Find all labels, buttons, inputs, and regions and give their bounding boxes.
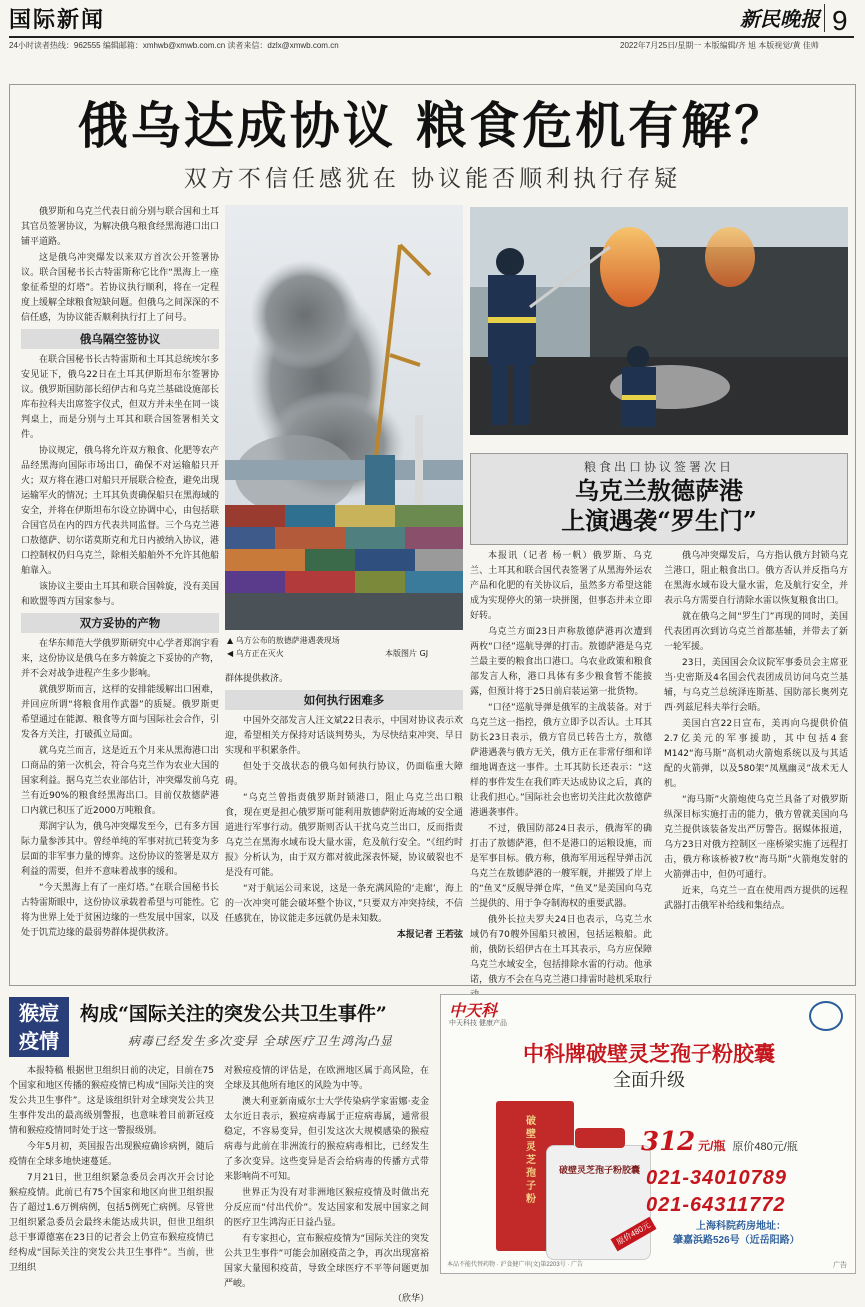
ad-address: 肇嘉浜路526号（近岳阳路） (673, 1235, 800, 1246)
subhead-2: 双方妥协的产物 (21, 613, 219, 633)
ad-price-block (641, 1123, 851, 1157)
ad-bottle-cap (575, 1128, 625, 1148)
ad-subtitle: 全面升级 (613, 1070, 685, 1090)
para: 近来，乌克兰一直在使用西方提供的远程武器打击俄军补给线和集结点。 (664, 886, 848, 911)
odessa-column-b (664, 549, 848, 977)
para: 在华东师范大学俄罗斯研究中心学者郑润宇看来，这份协议是俄乌在多方斡旋之下妥协的产物，并不会对战争进程产生多少影响。 (21, 639, 220, 679)
monkeypox-tag-line2: 疫情 (19, 1029, 59, 1053)
ad-seal-icon (809, 1001, 843, 1031)
para: 该协议主要由土耳其和联合国斡旋，没有美国和欧盟等西方国家参与。 (21, 582, 220, 607)
ad-price: 312 (641, 1127, 696, 1157)
hotline-text: 24小时读者热线：962555 编辑邮箱：xmhwb@xmwb.com.cn 读者来信：dzlx@xmwb.com.cn (9, 41, 339, 50)
header-divider-v (824, 4, 825, 32)
para: 中国外交部发言人汪文斌22日表示，中国对协议表示欢迎，希望相关方保持对话谈判势头，为尽快结束冲突、早日实现和平积累条件。 (225, 716, 463, 756)
para: 俄罗斯和乌克兰代表日前分别与联合国和土耳其官员签署协议，为解决俄乌粮食经黑海港口出口铺平道路。 (21, 207, 220, 247)
para: 澳大利亚新南威尔士大学传染病学家雷娜·麦金太尔近日表示，猴痘病毒属于正痘病毒属，通常很稳定，不容易变异，但引发这次大规模感染的猴痘病毒与此前在非洲流行的猴痘病毒相比，已经发生了多次变异。这些变异是否会给病毒的传播方式带来影响尚不可知。 (224, 1097, 429, 1182)
ad-box-label: 破壁灵芝孢子粉 (526, 1116, 536, 1205)
photo-odessa-port (225, 205, 463, 630)
para: 有专家担心，宣布猴痘疫情为“国际关注的突发公共卫生事件”可能会加剧疫苗之争，再次出现富裕国家大量囤积疫苗，导致全球医疗不平等问题更加严峻。 (224, 1234, 429, 1289)
para: 俄外长拉夫罗夫24日也表示，乌克兰水域仍有70艘外国船只被困，包括运粮船。此前，俄防长绍伊古在土耳其表示，乌方应保障乌克兰水域安全，包括排除水雷的行动。他承诺，俄方不会在乌克兰港口排雷时趁机采取行 (470, 915, 652, 985)
para: 郑润宇认为，俄乌冲突爆发至今，已有多方国际力量参涉其中。曾经单纯的军事对抗已转变为多层面的非军事力量的博弈。这份协议的签署是双方利益的需要，但并不意味着战事的缓和。 (21, 822, 220, 877)
ad-brand-logo: 中天科 (449, 1001, 498, 1020)
monkeypox-sign: （欣华） (392, 1294, 429, 1304)
para: 就乌克兰而言，这是近五个月来从黑海港口出口商品的第一次机会，符合乌克兰作为农业大国的国家利益。据乌克兰农业部估计，冲突爆发前乌克兰有近90%的粮食经黑海出口。目前仅敖德萨港口内就已积压了近2000万吨粮食。 (21, 746, 220, 816)
date-info: 2022年7月25日/星期一 本版编辑/齐 旭 本版视觉/黄 佳帅 (620, 41, 819, 50)
para: 协议规定，俄乌将允许双方粮食、化肥等农产品经黑海向国际市场出口，确保不对运输船只开火；双方将在港口对船只开展联合检查，避免出现运输军火的情况；土耳其负责确保船只在黑海域的安全，并将在伊斯坦布尔设立协调中心，由包括联合国官员在内的四方代表共同监督。三个乌克兰港口敖德萨、切尔诺莫斯克和尤日内被纳入协议，港口控制权仍归乌克兰，除相关船舶外不允许其他船舶靠入。 (21, 446, 220, 576)
subhead-3: 如何执行困难多 (225, 690, 463, 710)
para: 美国白宫22日宣布，美再向乌提供价值2.7亿美元的军事援助，其中包括4套M142“海马斯”高机动火箭炮系统以及与其适配的火箭弹，以及580架“凤凰幽灵”战术无人机。 (664, 719, 848, 789)
photo-firefighters (470, 207, 848, 435)
page-header (0, 0, 865, 58)
firefighter-illustration (470, 207, 848, 435)
photo-credit: 本版图片 GJ (385, 649, 429, 658)
photo-caption-1: ▲ 乌方公布的敖德萨港遇袭现场 (227, 636, 340, 645)
para: 对猴痘疫情的评估是，在欧洲地区属于高风险，在全球及其他所有地区的风险为中等。 (224, 1066, 429, 1091)
para: 7月21日，世卫组织紧急委员会再次开会讨论猴痘疫情。此前已有75个国家和地区向世卫组织报告了超过1.6万例病例，包括5例死亡病例。尽管世卫组织紧急委员会最终未能达成共识，但世卫组织总干事谭德塞在23日的记者会上仍宣布猴痘疫情已经构成“国际关注的突发公共卫生事件”。当前，世卫组织 (9, 1173, 214, 1273)
para: 这是俄乌冲突爆发以来双方首次公开签署协议。联合国秘书长古特雷斯称它比作“黑海上一座象征希望的灯塔”。若协议执行顺利，将在一定程度上缓解全球粮食短缺问题。但俄乌之间深深的不信任感，为协议能否顺利执行打上了问号。 (21, 253, 220, 323)
odessa-headline-box (470, 453, 848, 545)
ad-orig-price: 原价480元/瓶 (732, 1141, 798, 1153)
para: “海马斯”火箭炮使乌克兰具备了对俄罗斯纵深目标实施打击的能力，俄方曾就美国向乌克兰提供该装备发出严厉警告。据媒体报道，乌方23日对俄方控制区一座桥梁实施了远程打击，俄方称该桥被7枚“海马斯”火箭炮发射的火箭弹击中，但仍可通行。 (664, 795, 848, 880)
port-smoke-illustration (225, 205, 463, 630)
ad-mark: 广告 (833, 1262, 847, 1269)
ad-frame (440, 994, 856, 1274)
para: 不过，俄国防部24日表示，俄海军的确打击了敖德萨港，但不是港口的运粮设施，而是军事目标。俄方称，俄海军用远程导弹击沉乌克兰在敖德萨港的一艘军舰，并摧毁了岸上的“鱼叉”反舰导弹仓库，“鱼叉”是美国向乌克兰提供的、用于争夺制海权的重要武器。 (470, 824, 652, 909)
ad-bottle-label: 破壁灵芝孢子粉胶囊 (558, 1165, 640, 1175)
para: 但处于交战状态的俄乌如何执行协议，仍面临重大障碍。 (225, 762, 463, 787)
para: 23日，美国国会众议院军事委员会主席亚当·史密斯及4名国会代表团成员访问乌克兰基辅，与乌克兰总统泽连斯基、国防部长奥列克西·列兹尼科夫举行会晤。 (664, 658, 848, 713)
para: 本报特稿 根据世卫组织日前的决定，目前在75个国家和地区传播的猴痘疫情已构成“国际关注的突发公共卫生事件”。这是该组织针对全球突发公共卫生事件发出的最高级别警报，也意味着目前新冠疫情和猴痘疫情同时处于这一警报级别。 (9, 1066, 214, 1136)
para: 世界正为没有对非洲地区猴痘疫情及时做出充分反应而“付出代价”。发达国家和发展中国家之间的医疗卫生鸿沟正日益凸显。 (224, 1188, 429, 1228)
para: 就俄罗斯而言，这样的安排能缓解出口困难，并回应所谓“将粮食用作武器”的质疑。俄罗斯更希望通过在能源、粮食等方面与国际社会合作，引发各方关注，打破孤立局面。 (21, 685, 220, 740)
main-subheadline: 双方不信任感犹在 协议能否顺利执行存疑 (183, 166, 682, 192)
header-rule (9, 36, 854, 38)
ad-phone-1: 021-34010789 (646, 1167, 788, 1189)
para: 就在俄乌之间“罗生门”再现的同时，美国代表团再次到访乌克兰首都基辅，并带去了新一轮军援。 (664, 612, 848, 652)
para: “乌克兰曾指责俄罗斯封锁港口，阻止乌克兰出口粮食，现在更是担心俄罗斯可能利用敖德萨附近海域的安全通道进行军事行动。俄罗斯则否认干扰乌克兰出口，反而指责乌克兰在黑海水域布设大量水雷，危及航行安全。“《纽约时报》分析认为，由于双方都对彼此深表怀疑，协议破裂也不是没有可能。 (225, 793, 463, 878)
para: 在联合国秘书长古特雷斯和土耳其总统埃尔多安见证下，俄乌22日在土耳其伊斯坦布尔签署协议。俄罗斯国防部长绍伊古和乌克兰基础设施部长库布拉科夫出席签字仪式，但双方并未坐在同一谈判桌上，而是分别与土耳其和联合国签署相关文件。 (21, 355, 220, 440)
para: 本报讯（记者 杨一帆）俄罗斯、乌克兰、土耳其和联合国代表签署了从黑海外运农产品和化肥的有关协议后，虽然多方希望这能成为实现停火的第一块拼图，但事态并未立即好转。 (470, 551, 652, 621)
para: “对于航运公司来说，这是一条充满风险的‘走廊’，海上的一次冲突可能会破坏整个协议，”只要双方冲突持续，不信任感犹在，协议能走多远就仍是未知数。 (225, 884, 463, 924)
monkeypox-title: 构成“国际关注的突发公共卫生事件” (80, 1003, 387, 1025)
monkeypox-subtitle: 病毒已经发生多次变异 全球医疗卫生鸿沟凸显 (128, 1034, 393, 1048)
odessa-kicker: 粮食出口协议签署次日 (583, 460, 734, 474)
ad-address-label: 上海科院药房地址： (696, 1221, 786, 1232)
newspaper-logo: 新民晚报 (740, 7, 820, 31)
monkeypox-tag (9, 997, 69, 1057)
subhead-1: 俄乌隔空签协议 (21, 329, 219, 349)
para: “今天黑海上有了一座灯塔。”在联合国秘书长古特雷斯眼中，这份协议承载着希望与可能性。它将为世界上处于贫困边缘的一些发展中国家，以及处于饥荒边缘的最弱势群体提供救济。 (21, 883, 220, 938)
byline: 本报记者 王若弦 (396, 930, 463, 940)
para: 俄乌冲突爆发后，乌方指认俄方封锁乌克兰港口，阻止粮食出口。俄方否认并反指乌方在黑海水域布设大量水雷，危及航行安全，并表示乌方需要自行清除水雷以恢复粮食出口。 (664, 551, 848, 606)
ad-price-unit: 元/瓶 (698, 1139, 726, 1153)
odessa-title-1: 乌克兰敖德萨港 (575, 476, 743, 505)
section-title: 国际新闻 (9, 7, 106, 33)
ad-fine-print: 本品不能代替药物 · 沪食健广审(文)第2203号 · 广告 (447, 1262, 584, 1268)
para-tail: 群体提供救济。 (225, 674, 289, 684)
monkeypox-column-1 (9, 1064, 214, 1274)
page-number: 9 (832, 5, 848, 36)
odessa-column-a (470, 549, 652, 985)
ad-brand-sub: 中天科技 健康产品 (449, 1020, 507, 1027)
monkeypox-tag-line1: 猴痘 (19, 1001, 59, 1025)
ad-phone-2: 021-64311772 (646, 1194, 786, 1216)
odessa-title-2: 上演遇袭“罗生门” (561, 506, 757, 535)
para: “口径”巡航导弹是俄军的主战装备。对于乌克兰这一指控，俄方立即予以否认。土耳其防长23日表示，俄方官员已转告土方，敖德萨港遇袭与俄方无关，俄方正在非常仔细和详细地调查这一事件。土耳其防长还表示：“这样的事件发生在我们昨天达成协议之后，真的让我们担心。”国际社会也密切关注此次敖德萨港遇袭事件。 (470, 703, 652, 818)
middle-column (225, 672, 463, 977)
photo-caption-2: ◀ 乌方正在灭火 (227, 649, 284, 658)
ad-product-bottle (546, 1145, 651, 1260)
monkeypox-column-2 (224, 1064, 429, 1304)
left-column (21, 205, 219, 975)
para: 今年5月初，英国报告出现猴痘确诊病例，随后疫情在全球多地快速蔓延。 (9, 1142, 214, 1167)
para: 乌克兰方面23日声称敖德萨港再次遭到两枚“口径”巡航导弹的打击。敖德萨港是乌克兰最主要的粮食出口港口。乌农业政策和粮食部发言人称，港口具体有多少粮食暂不能披露，但预计将于25日前启装运第一批货物。 (470, 627, 652, 697)
ad-price-tag: 原价480元 (611, 1217, 657, 1252)
ad-title: 中科牌破壁灵芝孢子粉胶囊 (523, 1043, 775, 1066)
main-headline: 俄乌达成协议 粮食危机有解？ (77, 96, 788, 155)
